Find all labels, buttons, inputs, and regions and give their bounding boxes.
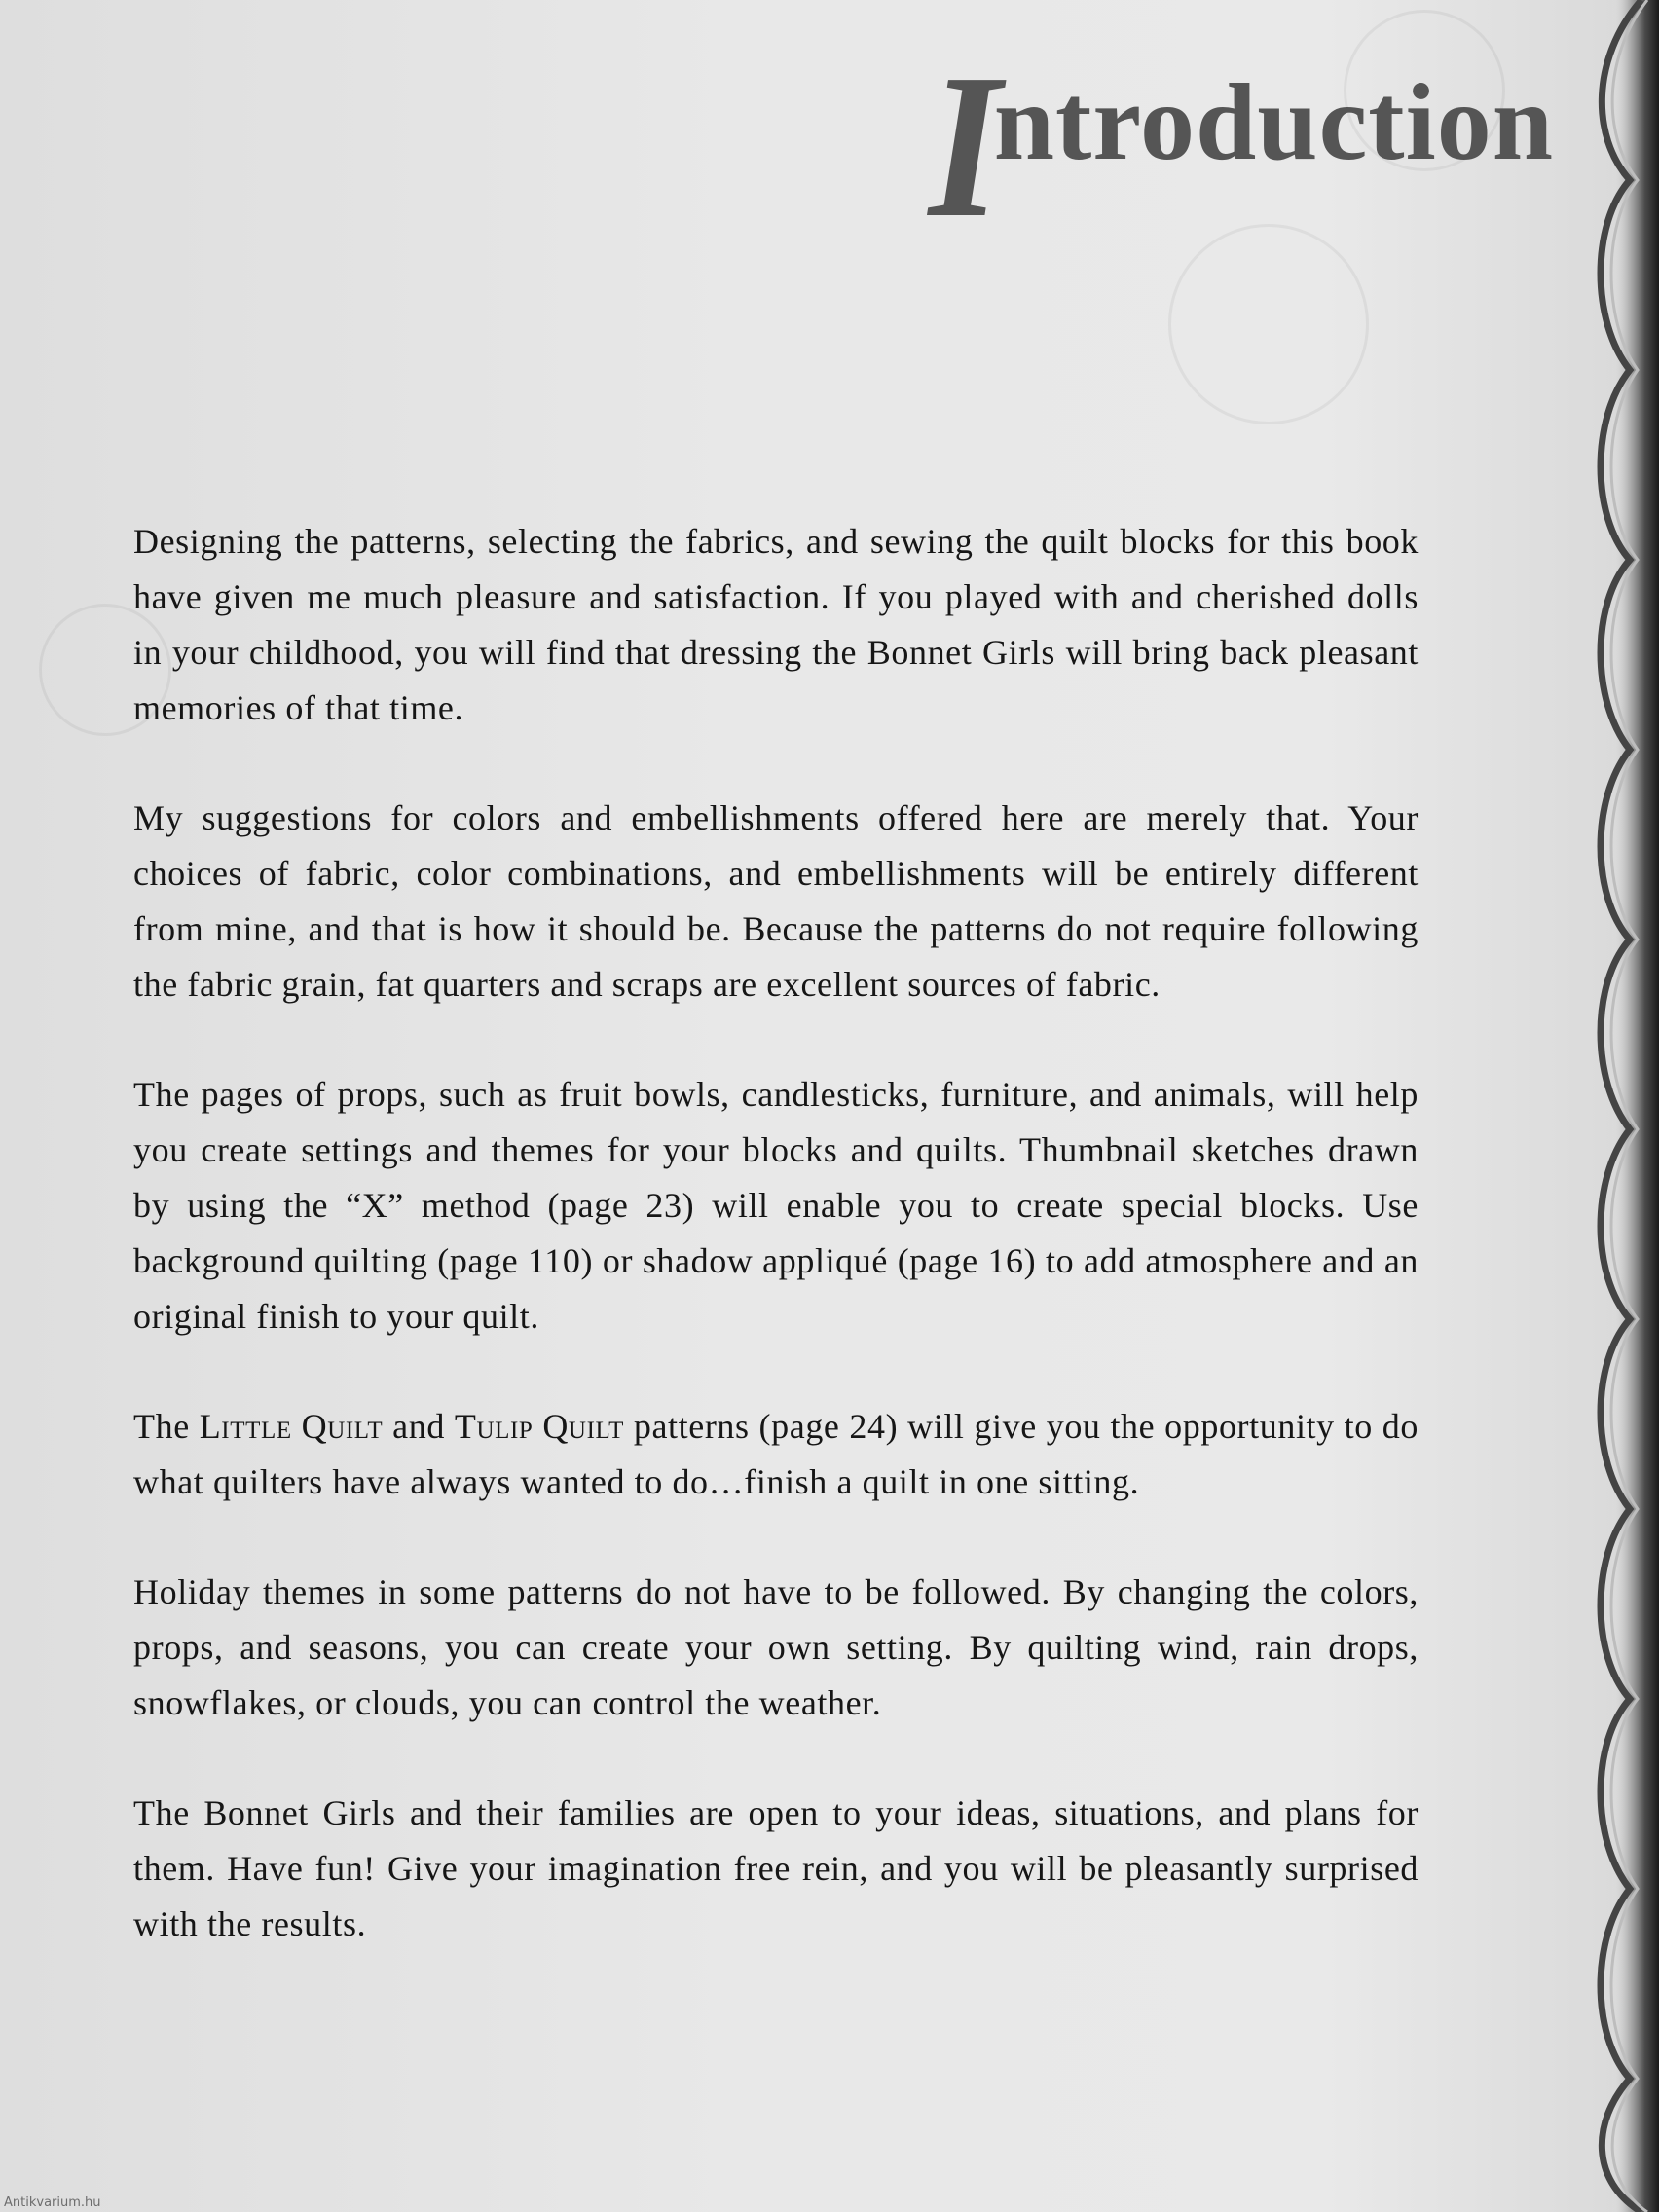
introduction-body bbox=[133, 514, 1419, 1952]
p4-and: and bbox=[383, 1407, 455, 1446]
p4-rest: patterns (page 24) will give you the opportunity to do what quilters have always wanted to do…finish a quilt in one sitting. bbox=[133, 1407, 1419, 1501]
paragraph-5: Holiday themes in some patterns do not have to be followed. By changing the colors, props, and seasons, you can create your own setting. By quilting wind, rain drops, snowflakes, or clouds, you can control the weather. bbox=[133, 1572, 1419, 1722]
title-initial: I bbox=[929, 31, 998, 260]
ghost-ornament bbox=[1168, 224, 1369, 424]
paragraph-3: The pages of props, such as fruit bowls, candlesticks, furniture, and animals, will help you create settings and themes for your blocks and quilts. Thumbnail sketches drawn by using the “X” method (page 23) will enable you to create special blocks. Use background quilting (page 110) or shadow appliqué (page 16) to add atmosphere and an original finish to your quilt. bbox=[133, 1075, 1419, 1336]
tulip-quilt-name: Tulip Quilt bbox=[454, 1407, 624, 1446]
watermark: Antikvarium.hu bbox=[4, 2195, 101, 2210]
little-quilt-name: Little Quilt bbox=[199, 1407, 384, 1446]
paragraph-1: Designing the patterns, selecting the fabrics, and sewing the quilt blocks for this book have given me much pleasure and satisfaction. If you played with and cherished dolls in your childhood, you will find that dressing the Bonnet Girls will bring back pleasant memories of that time. bbox=[133, 522, 1419, 727]
scalloped-border bbox=[1552, 0, 1659, 2212]
paragraph-4 bbox=[133, 1399, 1419, 1510]
page-title bbox=[921, 29, 1554, 260]
p4-lead: The bbox=[133, 1407, 200, 1446]
paragraph-2: My suggestions for colors and embellishments offered here are merely that. Your choices of fabric, color combinations, and embellishments will be entirely different from mine, and that is how it should be. Because the patterns do not require following the fabric grain, fat quarters and scraps are excellent sources of fabric. bbox=[133, 798, 1419, 1004]
paragraph-6: The Bonnet Girls and their families are open to your ideas, situations, and plans for them. Have fun! Give your imagination free rein, and you will be pleasantly surprised with the results. bbox=[133, 1793, 1419, 1943]
title-rest: ntroduction bbox=[993, 62, 1554, 183]
